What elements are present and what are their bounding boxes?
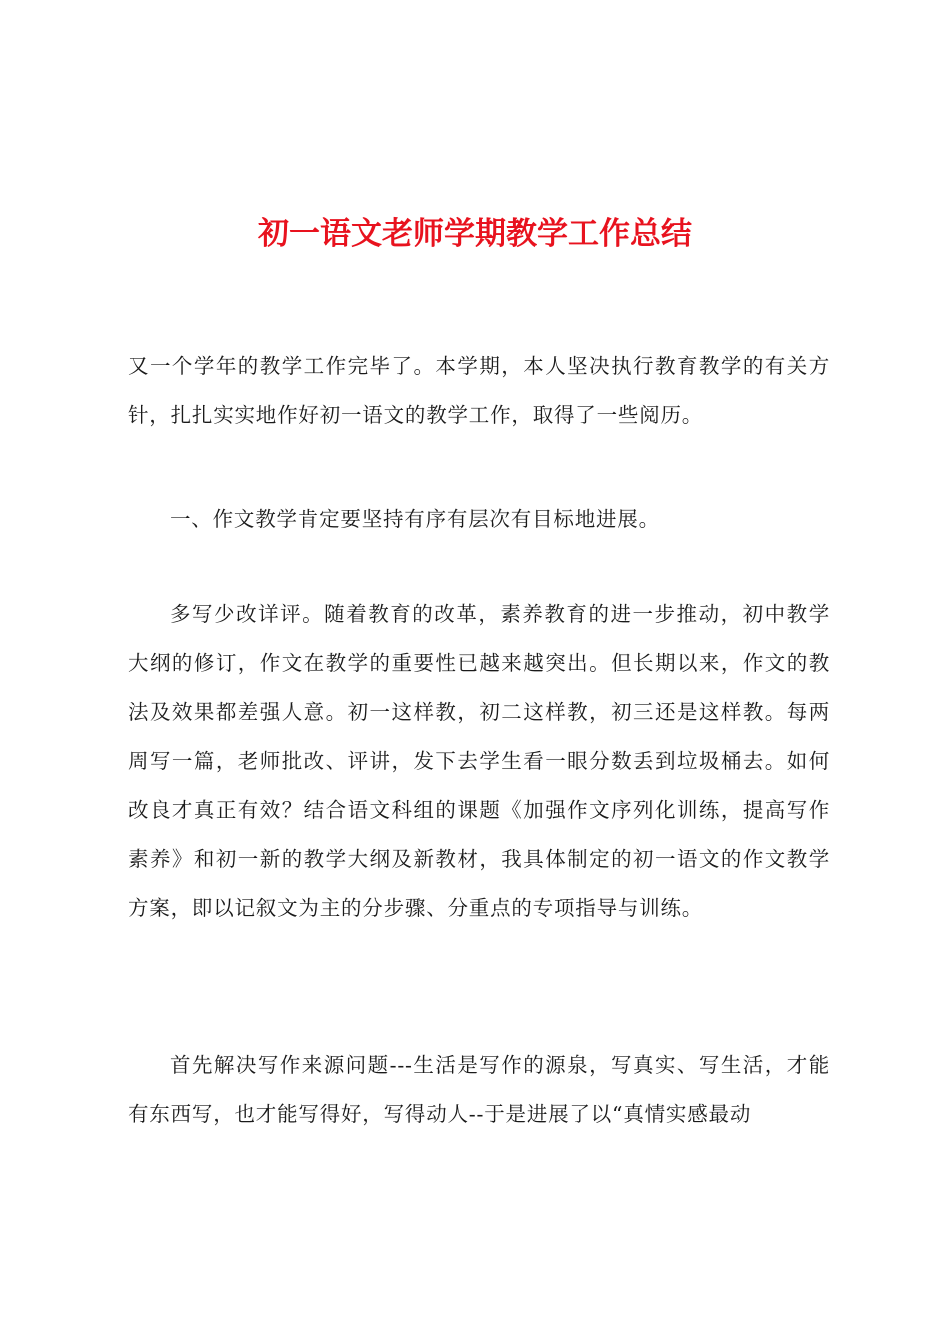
paragraph-writing-source: 首先解决写作来源问题---生活是写作的源泉，写真实、写生活，才能有东西写，也才能写得好，写得动人--于是进展了以“真情实感最动 [128,1053,830,1126]
paragraph-section-heading: 一、作文教学肯定要坚持有序有层次有目标地进展。 [170,507,660,531]
paragraph-writing-method: 多写少改详评。随着教育的改革，素养教育的进一步推动，初中教学大纲的修订，作文在教学的重要性已越来越突出。但长期以来，作文的教法及效果都差强人意。初一这样教，初二这样教，初三还是这样教。每两周写一篇，老师批改、评讲，发下去学生看一眼分数丢到垃圾桶去。如何改良才真正有效？结合语文科组的课题《加强作文序列化训练，提高写作素养》和初一新的教学大纲及新教材，我具体制定的初一语文的作文教学方案，即以记叙文为主的分步骤、分重点的专项指导与训练。 [128,602,830,920]
document-title: 初一语文老师学期教学工作总结 [258,216,692,252]
paragraph-intro: 又一个学年的教学工作完毕了。本学期，本人坚决执行教育教学的有关方针，扎扎实实地作好初一语文的教学工作，取得了一些阅历。 [128,354,830,427]
